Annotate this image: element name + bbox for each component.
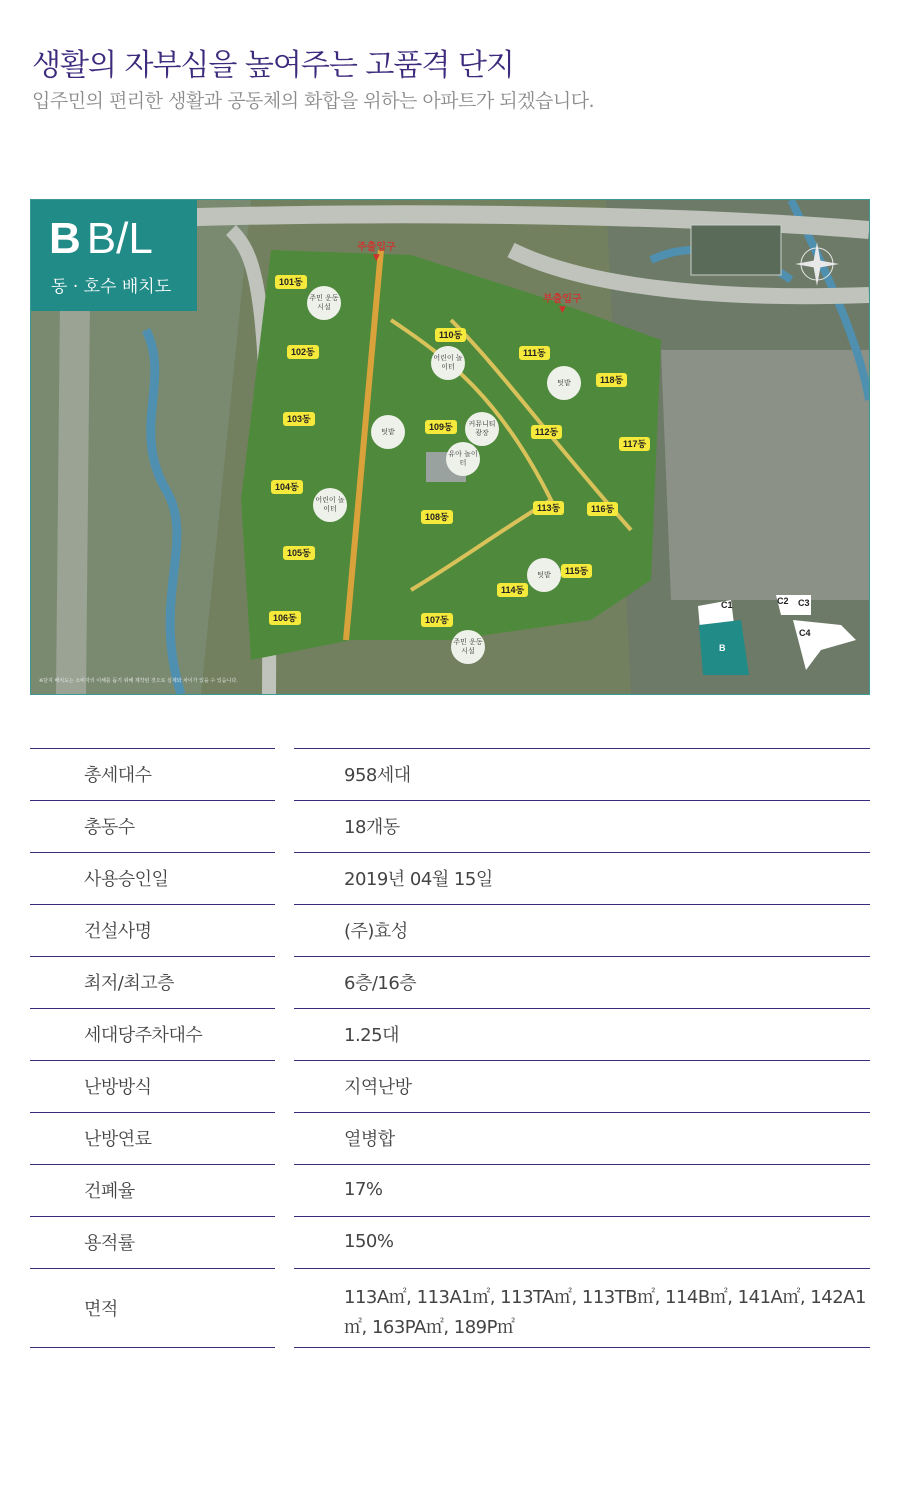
lot-c4-label: C4 xyxy=(799,628,811,638)
spec-row xyxy=(30,1112,870,1162)
spec-label: 난방연료 xyxy=(84,1128,152,1150)
building-label-114: 114동 xyxy=(497,583,528,597)
facility-garden-1: 텃밭 xyxy=(371,415,405,449)
spec-row xyxy=(30,1164,870,1214)
spec-row xyxy=(30,1060,870,1110)
building-label-103: 103동 xyxy=(283,412,315,426)
spec-value: 열병합 xyxy=(344,1128,395,1150)
facility-community: 커뮤니티 광장 xyxy=(465,412,499,446)
spec-row xyxy=(30,1216,870,1266)
building-label-115: 115동 xyxy=(561,564,592,578)
badge-subtitle: 동 · 호수 배치도 xyxy=(51,277,172,297)
spec-row xyxy=(30,1268,870,1348)
spec-row xyxy=(30,904,870,954)
facility-resident-2: 주민 운동시설 xyxy=(451,630,485,664)
building-label-110: 110동 xyxy=(435,328,466,342)
building-label-101: 101동 xyxy=(275,275,307,289)
spec-label: 사용승인일 xyxy=(84,868,169,890)
facility-resident-1: 주민 운동시설 xyxy=(307,286,341,320)
facility-infant-playground: 유아 놀이터 xyxy=(446,442,480,476)
spec-label: 총세대수 xyxy=(84,764,152,786)
building-label-105: 105동 xyxy=(283,546,315,560)
building-label-109: 109동 xyxy=(425,420,457,434)
sub-entrance-label: 부출입구 ▼ xyxy=(543,294,582,315)
spec-value: 지역난방 xyxy=(344,1076,412,1098)
spec-label: 건설사명 xyxy=(84,920,152,942)
spec-label: 난방방식 xyxy=(84,1076,152,1098)
lot-c2-label: C2 xyxy=(777,596,789,606)
badge-block: B xyxy=(49,214,81,263)
spec-value: 150% xyxy=(344,1231,394,1252)
building-label-104: 104동 xyxy=(271,480,303,494)
facility-playground-2: 어린이 놀이터 xyxy=(313,488,347,522)
spec-label: 건폐율 xyxy=(84,1180,135,1202)
spec-value: 2019년 04월 15일 xyxy=(344,868,493,890)
block-badge xyxy=(31,200,197,311)
building-label-118: 118동 xyxy=(596,373,627,387)
badge-block-suffix: B/L xyxy=(86,214,153,263)
facility-garden-3: 텃밭 xyxy=(527,558,561,592)
page-subtitle: 입주민의 편리한 생활과 공동체의 화합을 위하는 아파트가 되겠습니다. xyxy=(32,90,595,112)
building-label-111: 111동 xyxy=(519,346,550,360)
lot-c1-label: C1 xyxy=(721,600,733,610)
main-entrance-label: 주출입구 ▼ xyxy=(357,242,396,263)
building-label-108: 108동 xyxy=(421,510,453,524)
spec-value: 6층/16층 xyxy=(344,972,417,994)
spec-value: 958세대 xyxy=(344,764,411,786)
spec-label: 세대당주차대수 xyxy=(84,1024,203,1046)
spec-value: (주)효성 xyxy=(344,920,408,942)
spec-row xyxy=(30,852,870,902)
spec-label: 용적률 xyxy=(84,1232,135,1254)
page-title: 생활의 자부심을 높여주는 고품격 단지 xyxy=(32,48,514,83)
facility-garden-2: 텃밭 xyxy=(547,366,581,400)
spec-value: 17% xyxy=(344,1179,383,1200)
building-label-112: 112동 xyxy=(531,425,562,439)
spec-row xyxy=(30,800,870,850)
spec-value: 113A㎡, 113A1㎡, 113TA㎡, 113TB㎡, 114B㎡, 141A㎡, 142A1㎡, 163PA㎡, 189P㎡ xyxy=(344,1287,866,1338)
site-plan-map xyxy=(30,199,870,695)
spec-row xyxy=(30,956,870,1006)
building-label-102: 102동 xyxy=(287,345,319,359)
facility-playground-1: 어린이 놀이터 xyxy=(431,346,465,380)
map-disclaimer: ※단지 배치도는 소비자의 이해를 돕기 위해 제작된 것으로 실제와 차이가 있을 수 있습니다. xyxy=(39,678,238,684)
spec-value: 1.25대 xyxy=(344,1024,399,1046)
specs-table xyxy=(30,748,870,1348)
spec-row xyxy=(30,748,870,798)
lot-b-label: B xyxy=(719,643,726,653)
building-label-106: 106동 xyxy=(269,611,301,625)
lot-c3-label: C3 xyxy=(798,598,810,608)
building-label-107: 107동 xyxy=(421,613,453,627)
building-label-117: 117동 xyxy=(619,437,650,451)
spec-label: 최저/최고층 xyxy=(84,972,175,994)
building-label-113: 113동 xyxy=(533,501,564,515)
spec-row xyxy=(30,1008,870,1058)
building-label-116: 116동 xyxy=(587,502,618,516)
spec-value: 18개동 xyxy=(344,816,400,838)
spec-label: 면적 xyxy=(84,1299,118,1320)
spec-label: 총동수 xyxy=(84,816,135,838)
